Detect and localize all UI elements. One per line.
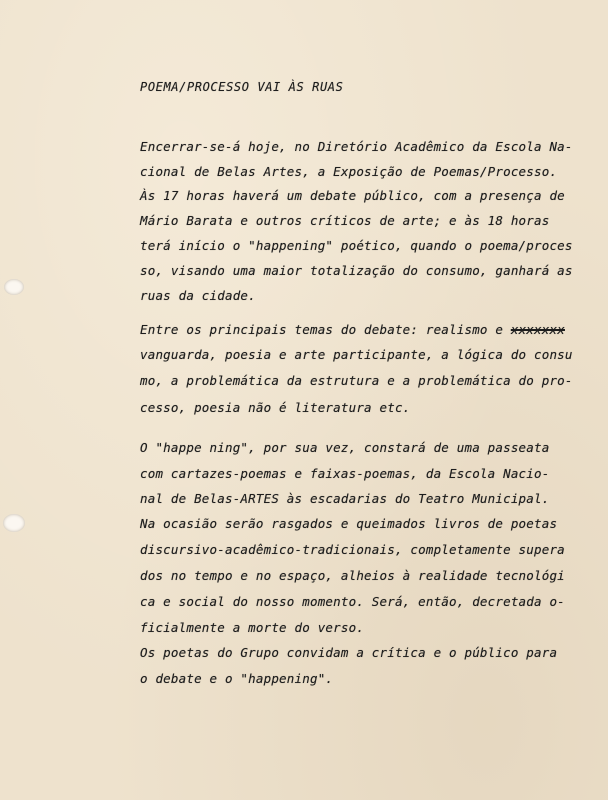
text-line: cesso, poesia não é literatura etc. <box>140 400 411 415</box>
text-line: Encerrar-se-á hoje, no Diretório Acadêmico da Escola Na- <box>140 139 573 154</box>
text-line: Mário Barata e outros críticos de arte; e às 18 horas <box>140 213 550 228</box>
text-line: com cartazes-poemas e faixas-poemas, da Escola Nacio- <box>140 466 550 481</box>
text-line: vanguarda, poesia e arte participante, a lógica do consu <box>140 347 573 362</box>
text-line: cional de Belas Artes, a Exposição de Poemas/Processo. <box>140 164 558 179</box>
text-line: ca e social do nosso momento. Será, então, decretada o- <box>140 594 565 609</box>
punch-hole <box>3 514 25 532</box>
punch-hole <box>4 279 24 295</box>
struck-out-word: xxxxxxx <box>510 322 565 337</box>
text-line-main: Entre os principais temas do debate: realismo e <box>140 322 504 337</box>
text-line: Às 17 horas haverá um debate público, com a presença de <box>140 188 565 203</box>
text-line: ruas da cidade. <box>140 288 256 303</box>
text-line: mo, a problemática da estrutura e a problemática do pro- <box>140 373 573 388</box>
document-title: POEMA/PROCESSO VAI ÀS RUAS <box>140 80 344 94</box>
text-line: so, visando uma maior totalização do consumo, ganhará as <box>140 263 573 278</box>
text-line: terá início o "happening" poético, quando o poema/proces <box>140 238 573 253</box>
text-line: discursivo-acadêmico-tradicionais, completamente supera <box>140 542 565 557</box>
text-line: Na ocasião serão rasgados e queimados livros de poetas <box>140 516 558 531</box>
text-line <box>140 322 565 337</box>
text-line: O "happe ning", por sua vez, constará de uma passeata <box>140 440 550 455</box>
text-line: ficialmente a morte do verso. <box>140 620 365 635</box>
text-line: dos no tempo e no espaço, alheios à realidade tecnológi <box>140 568 565 583</box>
text-line: o debate e o "happening". <box>140 671 334 686</box>
text-line: nal de Belas-ARTES às escadarias do Teatro Municipal. <box>140 491 550 506</box>
text-line: Os poetas do Grupo convidam a crítica e o público para <box>140 645 558 660</box>
